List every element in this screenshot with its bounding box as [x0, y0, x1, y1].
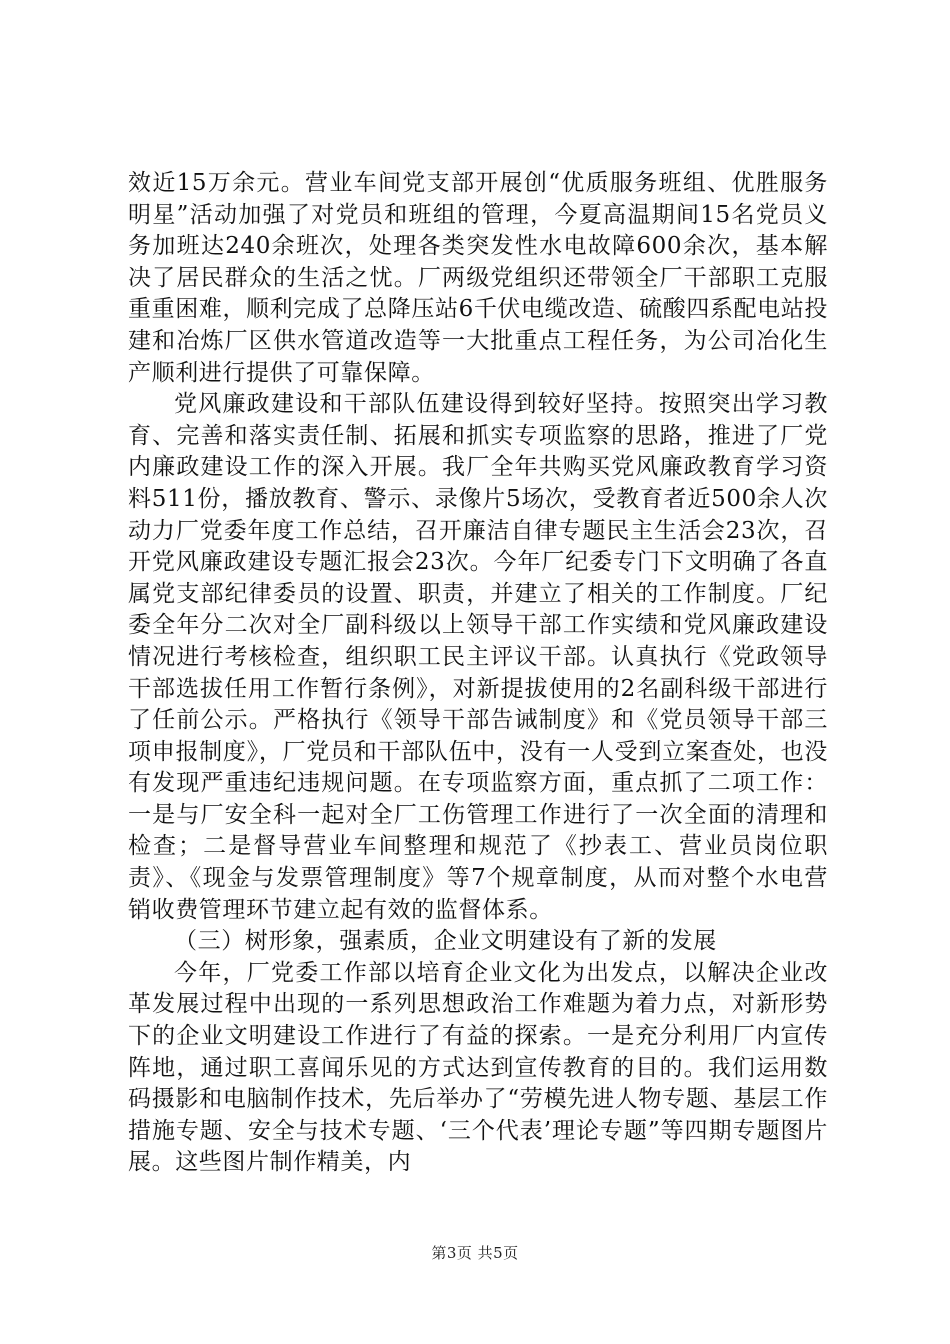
paragraph-culture: 今年，厂党委工作部以培育企业文化为出发点，以解决企业改革发展过程中出现的一系列思想政治工作难题为着力点，对新形势下的企业文明建设工作进行了有益的探索。一是充分利用厂内宣传阵地，通过职工喜闻乐见的方式达到宣传教育的目的。我们运用数码摄影和电脑制作技术，先后举办了“劳模先进人物专题、基层工作措施专题、安全与技术专题、‘三个代表’理论专题”等四期专题图片展。这些图片制作精美，内 [128, 959, 828, 1176]
paragraph-continued: 效近15万余元。营业车间党支部开展创“优质服务班组、优胜服务明星”活动加强了对党员和班组的管理，今夏高温期间15名党员义务加班达240余班次，处理各类突发性水电故障600余次，基本解决了居民群众的生活之忧。厂两级党组织还带领全厂干部职工克服重重困难，顺利完成了总降压站6千伏电缆改造、硫酸四系配电站投建和冶炼厂区供水管道改造等一大批重点工程任务，为公司冶化生产顺利进行提供了可靠保障。 [128, 170, 828, 386]
paragraph-integrity: 党风廉政建设和干部队伍建设得到较好坚持。按照突出学习教育、完善和落实责任制、拓展和抓实专项监察的思路，推进了厂党内廉政建设工作的深入开展。我厂全年共购买党风廉政教育学习资料511份，播放教育、警示、录像片5场次，受教育者近500余人次动力厂党委年度工作总结，召开廉洁自律专题民主生活会23次，召开党风廉政建设专题汇报会23次。今年厂纪委专门下文明确了各直属党支部纪律委员的设置、职责，并建立了相关的工作制度。厂纪委全年分二次对全厂副科级以上领导干部工作实绩和党风廉政建设情况进行考核检查，组织职工民主评议干部。认真执行《党政领导干部选拔任用工作暂行条例》，对新提拔使用的2名副科级干部进行了任前公示。严格执行《领导干部告诫制度》和《党员领导干部三项申报制度》，厂党员和干部队伍中，没有一人受到立案查处，也没有发现严重违纪违规问题。在专项监察方面，重点抓了二项工作：一是与厂安全科一起对全厂工伤管理工作进行了一次全面的清理和检查；二是督导营业车间整理和规范了《抄表工、营业员岗位职责》、《现金与发票管理制度》等7个规章制度，从而对整个水电营销收费管理环节建立起有效的监督体系。 [128, 391, 828, 923]
section-heading: （三）树形象，强素质，企业文明建设有了新的发展 [174, 928, 717, 955]
page-footer: 第3页 共5页 [431, 1244, 519, 1262]
document-body [128, 168, 828, 1179]
